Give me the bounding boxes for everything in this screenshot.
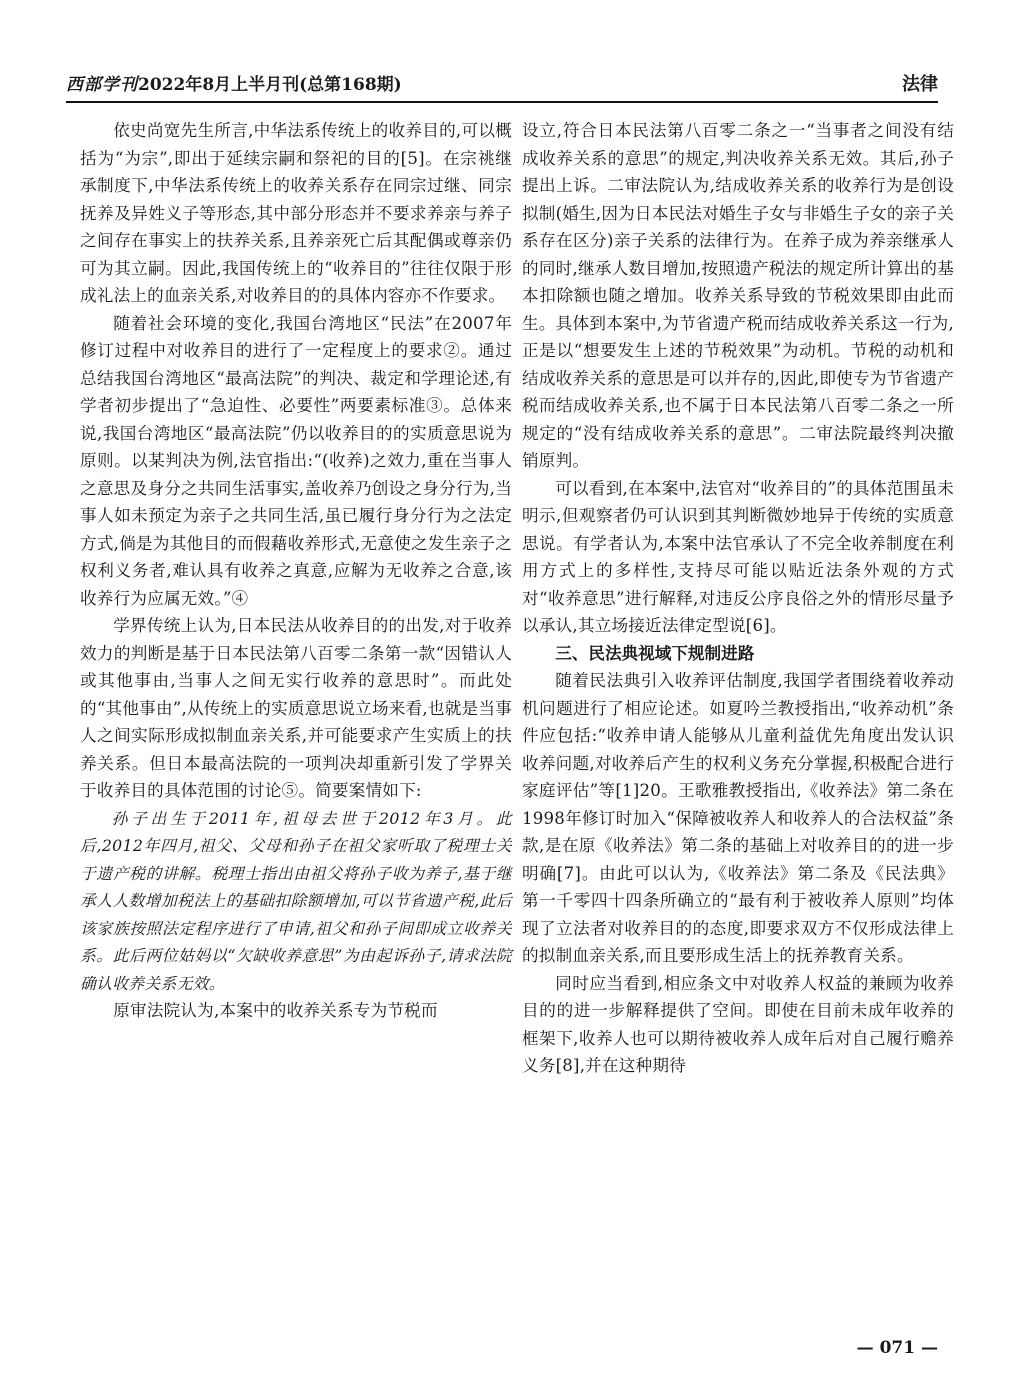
right-paragraph-3: 随着民法典引入收养评估制度,我国学者围绕着收养动机问题进行了相应论述。如夏吟兰教授指出,“收养动机”条件应包括:“收养申请人能够从儿童利益优先角度出发认识收养问题,对收养后产生的权利义务充分掌握,积极配合进行家庭评估”等[1]20。王歌雅教授指出,《收养法》第二条在1998年修订时加入“保障被收养人和收养人的合法权益”条款,是在原《收养法》第二条的基础上对收养目的的进一步明确[7]。由此可以认为,《收养法》第二条及《民法典》第一千零四十四条所确立的“最有利于被收养人原则”均体现了立法者对收养目的的态度,即要求双方不仅形成法律上的拟制血亲关系,而且要形成生活上的抚养教育关系。: [522, 671, 954, 965]
issue-info: 2022年8月上半月刊(总第168期): [138, 75, 402, 95]
journal-issue: [66, 71, 402, 99]
case-summary-quote: 孙子出生于2011年,祖母去世于2012年3月。此后,2012年四月,祖父、父母和孙子在祖父家听取了税理士关于遗产税的讲解。税理士指出由祖父将孙子收为养子,基于继承人人数增加税法上的基础扣除额增加,可以节省遗产税,此后该家族按照法定程序进行了申请,祖父和孙子间即成立收养关系。此后两位姑妈以“欠缺收养意思”为由起诉孙子,请求法院确认收养关系无效。: [80, 808, 512, 993]
left-paragraph-1: 依史尚宽先生所言,中华法系传统上的收养目的,可以概括为“为宗”,即出于延续宗嗣和祭祀的目的[5]。在宗祧继承制度下,中华法系传统上的收养关系存在同宗过继、同宗抚养及异姓义子等形态,其中部分形态并不要求养亲与养子之间存在事实上的扶养关系,且养亲死亡后其配偶或尊亲仍可为其立嗣。因此,我国传统上的“收养目的”往往仅限于形成礼法上的血亲关系,对收养目的的具体内容亦不作要求。: [80, 121, 512, 305]
section-heading: 三、民法典视域下规制进路: [555, 642, 755, 663]
left-paragraph-4: 原审法院认为,本案中的收养关系专为节税而: [113, 1001, 438, 1020]
section-label: 法律: [902, 74, 938, 95]
left-column: [80, 117, 512, 1025]
journal-logo: 西部学刊: [66, 75, 138, 95]
header-rule: [66, 101, 938, 103]
right-paragraph-4: 同时应当看到,相应条文中对收养人权益的兼顾为收养目的的进一步解释提供了空间。即使在目前未成年收养的框架下,收养人也可以期待被收养人成年后对自己履行赡养义务[8],并在这种期待: [522, 973, 954, 1075]
right-column: [522, 117, 954, 1080]
right-paragraph-2: 可以看到,在本案中,法官对“收养目的”的具体范围虽未明示,但观察者仍可认识到其判断微妙地异于传统的实质意思说。有学者认为,本案中法官承认了不完全收养制度在利用方式上的多样性,支持尽可能以贴近法条外观的方式对“收养意思”进行解释,对违反公序良俗之外的情形尽量予以承认,其立场接近法律定型说[6]。: [522, 478, 954, 635]
page-number: — 071 —: [856, 1338, 938, 1358]
right-paragraph-1: 设立,符合日本民法第八百零二条之一“当事者之间没有结成收养关系的意思”的规定,判决收养关系无效。其后,孙子提出上诉。二审法院认为,结成收养关系的收养行为是创设拟制(婚生,因为日本民法对婚生子女与非婚生子女的亲子关系存在区分)亲子关系的法律行为。在养子成为养亲继承人的同时,继承人数目增加,按照遗产税法的规定所计算出的基本扣除额也随之增加。收养关系导致的节税效果即由此而生。具体到本案中,为节省遗产税而结成收养关系这一行为,正是以“想要发生上述的节税效果”为动机。节税的动机和结成收养关系的意思是可以并存的,因此,即使专为节省遗产税而结成收养关系,也不属于日本民法第八百零二条之一所规定的“没有结成收养关系的意思”。二审法院最终判决撤销原判。: [522, 121, 954, 470]
left-paragraph-3: 学界传统上认为,日本民法从收养目的的出发,对于收养效力的判断是基于日本民法第八百零二条第一款“因错认人或其他事由,当事人之间无实行收养的意思时”。而此处的“其他事由”,从传统上的实质意思说立场来看,也就是当事人之间实际形成拟制血亲关系,并可能要求产生实质上的扶养关系。但日本最高法院的一项判决却重新引发了学界关于收养目的具体范围的讨论⑤。简要案情如下:: [80, 616, 512, 800]
left-paragraph-2: 随着社会环境的变化,我国台湾地区“民法”在2007年修订过程中对收养目的进行了一定程度上的要求②。通过总结我国台湾地区“最高法院”的判决、裁定和学理论述,有学者初步提出了“急迫性、必要性”两要素标准③。总体来说,我国台湾地区“最高法院”仍以收养目的的实质意思说为原则。以某判决为例,法官指出:“(收养)之效力,重在当事人之意思及身分之共同生活事实,盖收养乃创设之身分行为,当事人如未预定为亲子之共同生活,虽已履行身分行为之法定方式,倘是为其他目的而假藉收养形式,无意使之发生亲子之权利义务者,难认具有收养之真意,应解为无收养之合意,该收养行为应属无效。”④: [80, 313, 512, 608]
page-header: [66, 71, 938, 99]
